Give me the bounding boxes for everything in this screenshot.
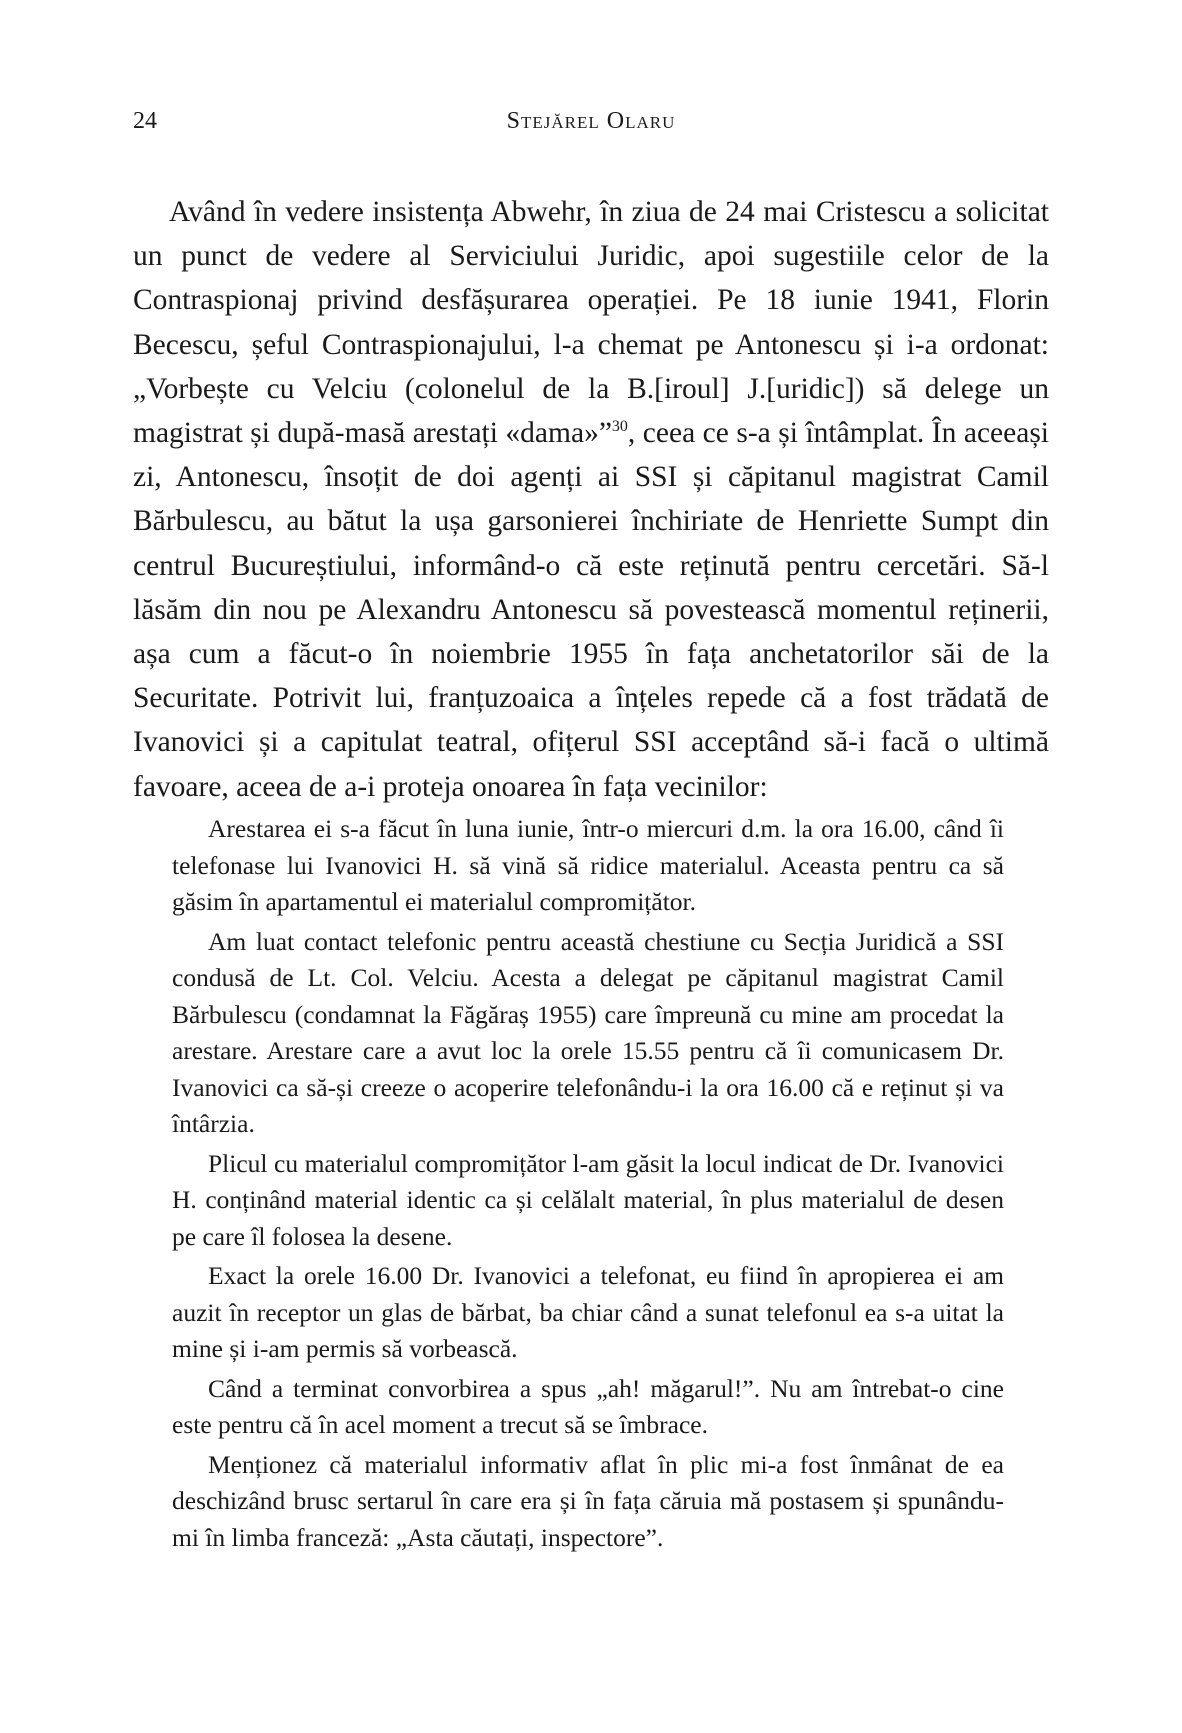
running-title: Stejărel Olaru — [506, 108, 676, 134]
body-paragraph — [133, 190, 1049, 809]
body-text-part1: Având în vedere insistența Abwehr, în ziua de 24 mai Cristescu a solicitat un punct de vedere al Serviciului Juridic, apoi sugestiile celor de la Contraspionaj privind desfășurarea operației. Pe 18 iunie 1941, Florin Becescu, șeful Contraspionajului, l-a chemat pe Antonescu și i-a ordonat: „Vorbește cu Velciu (colonelul de la B.[iroul] J.[uridic]) să delege un magistrat și după-masă arestați «dama»” — [133, 196, 1049, 450]
quote-paragraph: Menționez că materialul informativ aflat în plic mi-a fost înmânat de ea deschizând brusc sertarul în care era și în fața căruia mă postasem și spunându-mi în limba franceză: „Asta căutați, inspectore”. — [172, 1449, 1004, 1552]
quote-paragraph: Plicul cu materialul compromițător l-am găsit la locul indicat de Dr. Ivanovici H. conținând material identic ca și celălalt material, în plus materialul de desen pe care îl folosea la desene. — [172, 1148, 1004, 1251]
quote-paragraph: Când a terminat convorbirea a spus „ah! măgarul!”. Nu am întrebat-o cine este pentru că în acel moment a trecut să se îmbrace. — [172, 1373, 1004, 1439]
block-quote — [172, 811, 1004, 1559]
page-number: 24 — [133, 108, 157, 134]
quote-paragraph: Am luat contact telefonic pentru această chestiune cu Secția Juridică a SSI condusă de Lt. Col. Velciu. Acesta a delegat pe căpitanul magistrat Camil Bărbulescu (condamnat la Făgăraș 1955) care împreună cu mine am procedat la arestare. Arestare care a avut loc la orele 15.55 pentru că îi comunicasem Dr. Ivanovici ca să-și creeze o acoperire telefonându-i la ora 16.00 că e reținut și va întârzia. — [172, 926, 1004, 1138]
quote-paragraph: Arestarea ei s-a făcut în luna iunie, într-o miercuri d.m. la ora 16.00, când îi telefonase lui Ivanovici H. să vină să ridice materialul. Aceasta pentru ca să găsim în apartamentul ei materialul compromițător. — [172, 814, 1004, 916]
footnote-reference[interactable]: 30 — [611, 418, 628, 436]
body-text-part2: , ceea ce s-a și întâmplat. În aceeași zi, Antonescu, însoțit de doi agenți ai SSI și căpitanul magistrat Camil Bărbulescu, au bătut la ușa garsonierei închiriate de Henriette Sumpt din centrul Bucureștiului, informând-o că este reținută pentru cercetări. Să-l lăsăm din nou pe Alexandru Antonescu să povestească momentul reținerii, așa cum a făcut-o în noiembrie 1955 în fața anchetatorilor săi de la Securitate. Potrivit lui, franțuzoaica a înțeles repede că a fost trădată de Ivanovici și a capitulat teatral, ofițerul SSI acceptând să-i facă o ultimă favoare, aceea de a-i proteja onoarea în fața vecinilor: — [133, 417, 1049, 803]
running-header — [133, 108, 1049, 148]
quote-paragraph: Exact la orele 16.00 Dr. Ivanovici a telefonat, eu fiind în apropierea ei am auzit în receptor un glas de bărbat, ba chiar când a sunat telefonul ea s-a uitat la mine și i-am permis să vorbească. — [172, 1261, 1004, 1363]
